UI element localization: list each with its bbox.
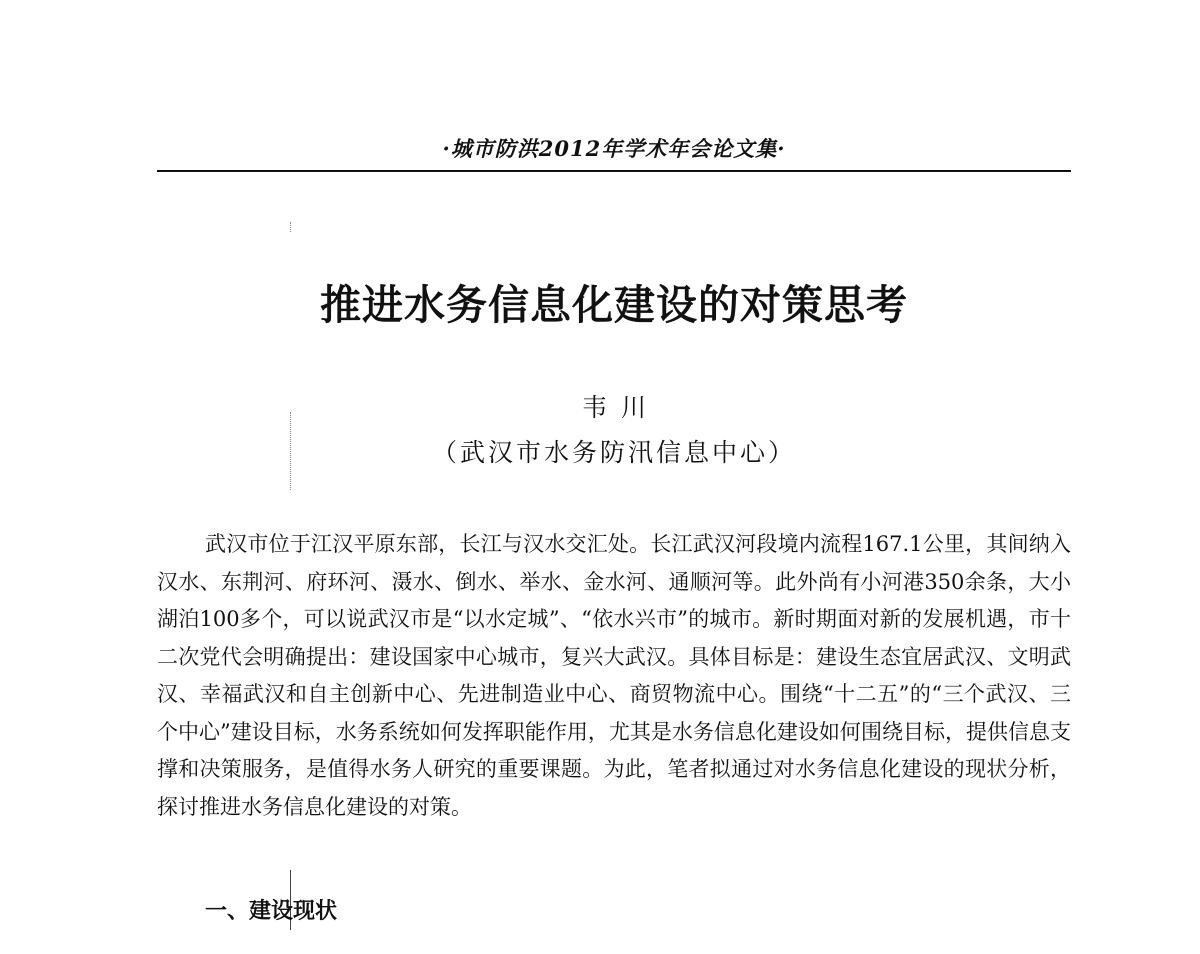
author-name: 韦川 (581, 393, 660, 422)
scan-artifact (290, 222, 291, 232)
body-paragraph: 武汉市位于江汉平原东部，长江与汉水交汇处。长江武汉河段境内流程167.1公里，其间纳入汉水、东荆河、府环河、滠水、倒水、举水、金水河、通顺河等。此外尚有小河港350余条，大小湖泊100多个，可以说武汉市是“以水定城”、“依水兴市”的城市。新时期面对新的发展机遇，市十二次党代会明确提出：建设国家中心城市，复兴大武汉。具体目标是：建设生态宜居武汉、文明武汉、幸福武汉和自主创新中心、先进制造业中心、商贸物流中心。围绕“十二五”的“三个武汉、三个中心”建设目标，水务系统如何发挥职能作用，尤其是水务信息化建设如何围绕目标，提供信息支撑和决策服务，是值得水务人研究的重要课题。为此，笔者拟通过对水务信息化建设的现状分析，探讨推进水务信息化建设的对策。 (157, 532, 1071, 819)
section-heading: 一、建设现状 (205, 899, 338, 924)
running-header: ·城市防洪2012年学术年会论文集· (442, 136, 786, 161)
paper-title: 推进水务信息化建设的对策思考 (320, 281, 908, 329)
author-affiliation: （武汉市水务防汛信息中心） (431, 438, 796, 467)
header-rule (157, 170, 1071, 172)
